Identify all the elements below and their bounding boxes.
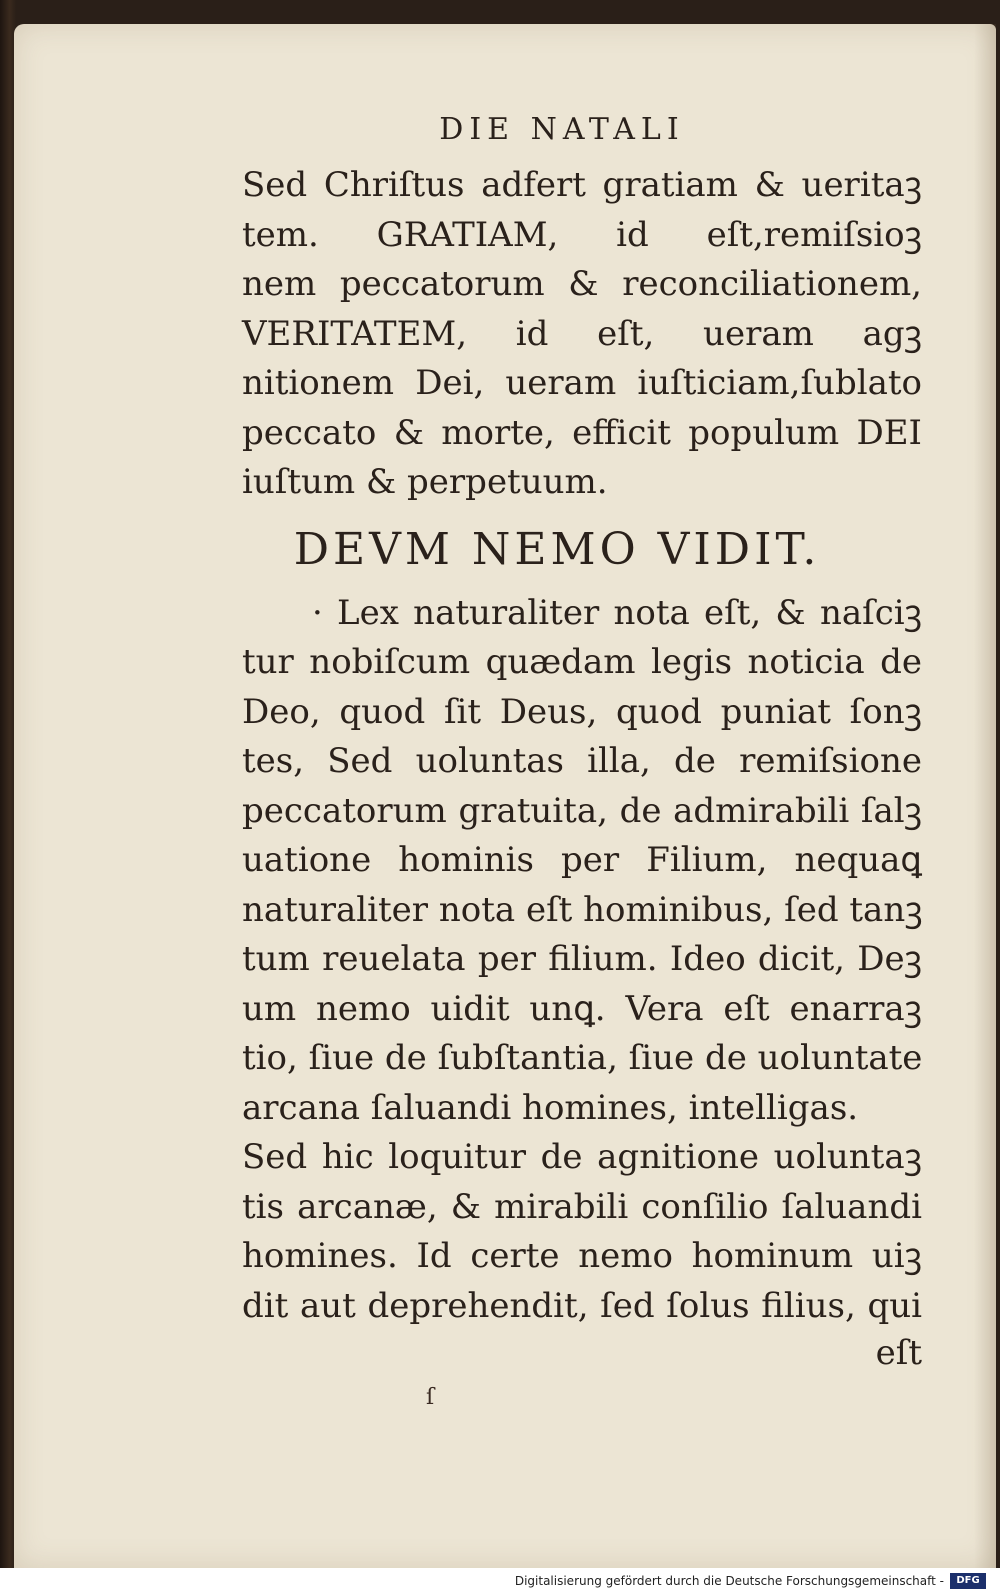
text-line: um nemo uidit unꝗ. Vera eſt enarraꝫ	[242, 988, 922, 1029]
page-mark: ſ	[426, 1385, 435, 1410]
text-column	[242, 86, 922, 1375]
text-line: tem. GRATIAM, id eſt,remiſsioꝫ	[242, 214, 922, 255]
text-line: tum reuelata per filium. Ideo dicit, Deꝫ	[242, 939, 922, 979]
text-line: Sed hic loquitur de agnitione uoluntaꝫ	[242, 1137, 922, 1177]
text-line: peccato & morte, efficit populum DEI	[242, 412, 922, 453]
text-line: · Lex naturaliter nota eſt, & naſciꝫ	[312, 592, 922, 633]
text-line: tes, Sed uoluntas illa, de remiſsione	[242, 741, 922, 781]
text-line: Deo, quod ſit Deus, quod puniat ſonꝫ	[242, 691, 922, 732]
text-line: iuſtum & perpetuum.	[242, 462, 608, 502]
text-line: VERITATEM, id eſt, ueram agꝫ	[242, 313, 922, 354]
paragraph-2	[242, 589, 922, 1332]
page-edge-shadow	[974, 24, 996, 1568]
running-head: DIE NATALI	[439, 112, 685, 147]
dfg-logo: DFG	[950, 1573, 986, 1589]
text-line: nitionem Dei, ueram iuſticiam,ſublato	[242, 363, 922, 403]
text-line: naturaliter nota eſt hominibus, ſed tanꝫ	[242, 889, 923, 930]
text-line: nem peccatorum & reconciliationem,	[242, 264, 922, 304]
catchword: eſt	[875, 1333, 922, 1373]
text-line: Sed Chriſtus adfert gratiam & ueritaꝫ	[242, 165, 922, 205]
text-line: dit aut deprehendit, ſed ſolus filius, qui	[242, 1285, 922, 1326]
text-line: tis arcanæ, & mirabili conſilio ſaluandi	[242, 1186, 922, 1227]
section-heading: DEVM NEMO VIDIT.	[293, 523, 821, 575]
text-line: peccatorum gratuita, de admirabili ſalꝫ	[242, 790, 922, 831]
footer	[0, 1568, 1000, 1596]
funding-credit: Digitalisierung gefördert durch die Deutsche Forschungsgemeinschaft -	[514, 1574, 944, 1588]
text-line: arcana ſaluandi homines, intelligas.	[242, 1087, 859, 1128]
text-line: homines. Id certe nemo hominum uiꝫ	[242, 1236, 922, 1276]
text-line: uatione hominis per Filium, nequaꝗ	[242, 840, 922, 880]
paragraph-1	[242, 161, 922, 508]
text-line: tur nobiſcum quædam legis noticia de	[242, 642, 922, 682]
text-line: tio, ſiue de ſubſtantia, ſiue de uoluntate	[242, 1038, 923, 1078]
